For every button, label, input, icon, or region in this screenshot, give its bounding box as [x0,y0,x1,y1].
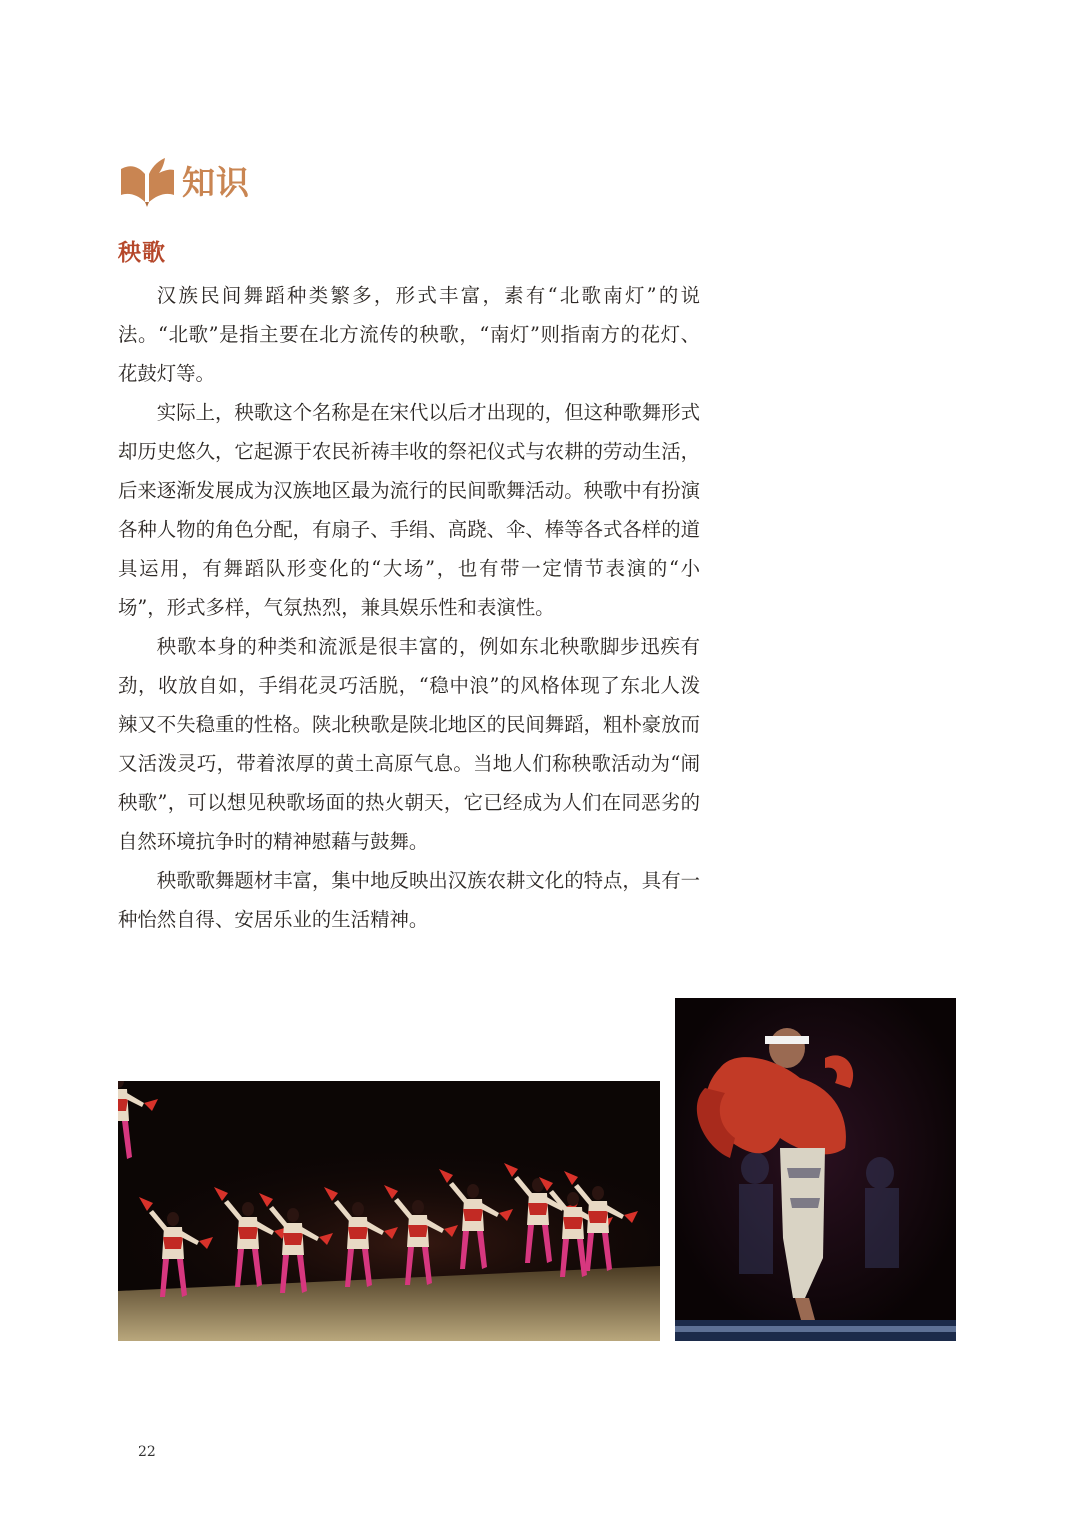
paragraph: 秧歌歌舞题材丰富，集中地反映出汉族农耕文化的特点，具有一种怡然自得、安居乐业的生活精神。 [118,869,700,931]
section-title: 秧歌 [118,240,166,266]
knowledge-header [118,150,250,210]
article-body [118,276,700,939]
paragraph: 实际上，秧歌这个名称是在宋代以后才出现的，但这种歌舞形式却历史悠久，它起源于农民祈祷丰收的祭祀仪式与农耕的劳动生活，后来逐渐发展成为汉族地区最为流行的民间歌舞活动。秧歌中有扮演各种人物的角色分配，有扇子、手绢、高跷、伞、棒等各式各样的道具运用，有舞蹈队形变化的“大场”，也有带一定情节表演的“小场”，形式多样，气氛热烈，兼具娱乐性和表演性。 [118,401,700,619]
group-dance-photo [118,1081,660,1341]
open-book-icon [118,152,176,208]
solo-dancer-photo [675,998,956,1341]
header-label: 知识 [182,162,250,202]
page-number: 22 [138,1444,156,1460]
paragraph: 汉族民间舞蹈种类繁多，形式丰富，素有“北歌南灯”的说法。“北歌”是指主要在北方流传的秧歌，“南灯”则指南方的花灯、花鼓灯等。 [118,284,700,385]
paragraph: 秧歌本身的种类和流派是很丰富的，例如东北秧歌脚步迅疾有劲，收放自如，手绢花灵巧活脱，“稳中浪”的风格体现了东北人泼辣又不失稳重的性格。陕北秧歌是陕北地区的民间舞蹈，粗朴豪放而又活泼灵巧，带着浓厚的黄土高原气息。当地人们称秧歌活动为“闹秧歌”，可以想见秧歌场面的热火朝天，它已经成为人们在同恶劣的自然环境抗争时的精神慰藉与鼓舞。 [118,635,700,853]
